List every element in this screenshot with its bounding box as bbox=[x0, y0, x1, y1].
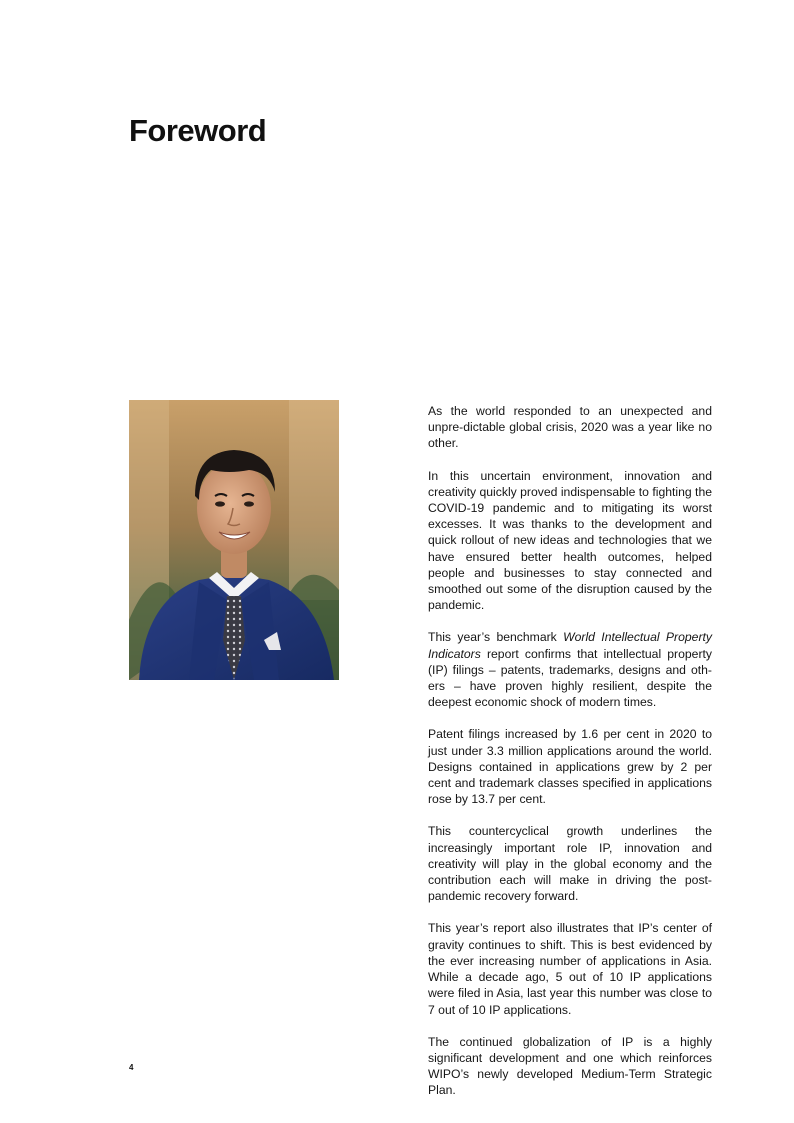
paragraph: Patent filings increased by 1.6 per cent in 2020 to just under 3.3 million applications around the world. Designs contained in applications grew by 2 per cent and trademark classes specified in applications rose by 13.7 per cent. bbox=[428, 727, 712, 807]
report-title: World Intellectual Property Indicators bbox=[428, 630, 712, 661]
paragraph bbox=[428, 629, 712, 710]
portrait-photo bbox=[129, 400, 339, 680]
page-title: Foreword bbox=[129, 113, 267, 148]
paragraph-text: report confirms that intellectual property (IP) filings – patents, trademarks, designs and oth-ers – have proven highly resilient, despite the deepest economic shock of modern times. bbox=[428, 646, 712, 710]
paragraph: The continued globalization of IP is a highly significant development and one which reinforces WIPO’s newly developed Medium-Term Strategic Plan. bbox=[428, 1034, 712, 1098]
foreword-body bbox=[428, 403, 712, 1099]
paragraph-text: This year’s benchmark bbox=[428, 630, 564, 645]
paragraph: This year’s report also illustrates that IP’s center of gravity continues to shift. This is best evidenced by the ever increasing number of applications in Asia. While a decade ago, 5 out of 10 IP applications were filed in Asia, last year this number was close to 7 out of 10 IP applications. bbox=[428, 921, 712, 1017]
paragraph: In this uncertain environment, innovation and creativity quickly proved indispensable to fighting the COVID-19 pandemic and to mitigating its worst excesses. It was thanks to the development and quick rollout of new ideas and technologies that we have ensured better health outcomes, helped people and businesses to stay connected and smoothed out some of the disruption caused by the pandemic. bbox=[428, 468, 712, 613]
paragraph: As the world responded to an unexpected and unpre-dictable global crisis, 2020 was a year like no other. bbox=[428, 404, 712, 451]
page-number: 4 bbox=[129, 1063, 134, 1072]
paragraph: This countercyclical growth underlines the increasingly important role IP, innovation and creativity will play in the global economy and the contribution each will make in driving the post-pandemic recovery forward. bbox=[428, 824, 712, 904]
